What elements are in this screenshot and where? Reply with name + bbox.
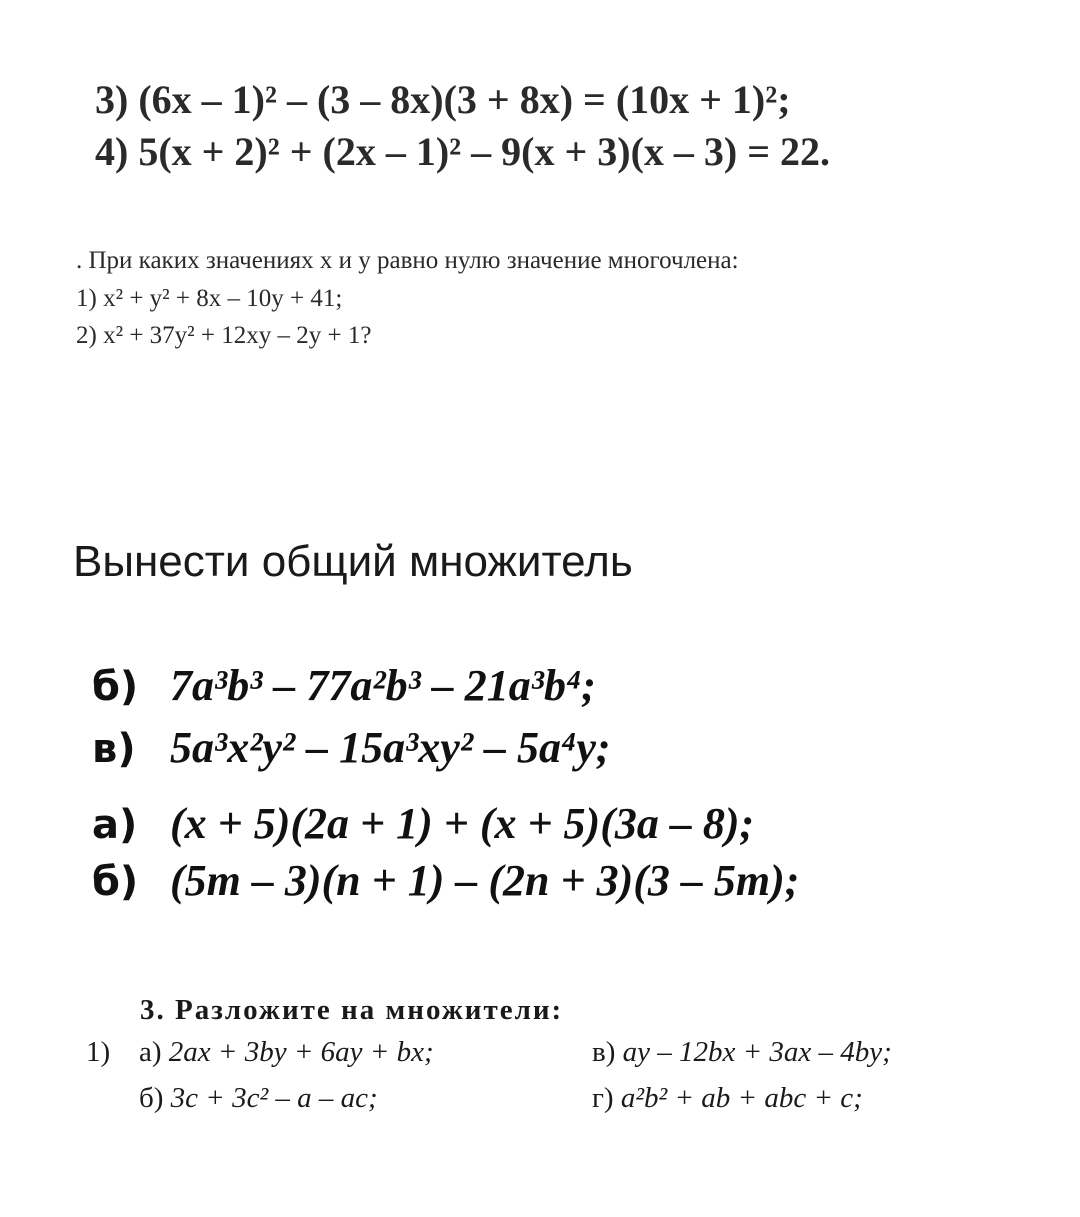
factor-row-1: [92, 660, 596, 711]
item-label: б): [139, 1082, 164, 1114]
polynomial-item-2: 2) x² + 37y² + 12xy – 2y + 1?: [76, 322, 372, 349]
row-expression: (x + 5)(2a + 1) + (x + 5)(3a – 8);: [170, 799, 755, 848]
exercise-item-g: [592, 1082, 863, 1115]
factor-row-3: [92, 798, 754, 849]
item-expression: ay – 12bx + 3ax – 4by;: [622, 1036, 892, 1068]
row-expression: (5m – 3)(n + 1) – (2n + 3)(3 – 5m);: [170, 856, 800, 905]
exercise-item-b: [139, 1082, 378, 1115]
row-label: в): [92, 726, 136, 772]
row-label: б): [92, 859, 139, 905]
polynomial-item-1: 1) x² + y² + 8x – 10y + 41;: [76, 285, 343, 312]
page-title: Вынести общий множитель: [73, 537, 633, 586]
row-label: б): [92, 664, 139, 710]
exercise-row-number: 1): [86, 1036, 111, 1068]
exercise-title-text: 3. Разложите на множители:: [140, 994, 564, 1026]
exercise-item-a: [139, 1036, 434, 1069]
item-label: в): [592, 1036, 616, 1068]
item-label: г): [592, 1082, 614, 1114]
item-label: а): [139, 1036, 162, 1068]
exercise-item-v: [592, 1036, 892, 1069]
row-expression: 5a³x²y² – 15a³xy² – 5a⁴y;: [170, 723, 611, 772]
equation-3: 3) (6x – 1)² – (3 – 8x)(3 + 8x) = (10x + 1)²;: [95, 77, 791, 122]
row-expression: 7a³b³ – 77a²b³ – 21a³b⁴;: [170, 661, 596, 710]
factor-row-4: [92, 855, 799, 906]
item-expression: 3c + 3c² – a – ac;: [170, 1082, 378, 1114]
equation-4: 4) 5(x + 2)² + (2x – 1)² – 9(x + 3)(x – 3) = 22.: [95, 129, 831, 174]
item-expression: 2ax + 3by + 6ay + bx;: [168, 1036, 434, 1068]
polynomial-question: . При каких значениях x и y равно нулю значение многочлена:: [76, 247, 739, 274]
item-expression: a²b² + ab + abc + c;: [620, 1082, 863, 1114]
exercise-title: [140, 994, 563, 1027]
row-label: а): [92, 802, 138, 848]
factor-row-2: [92, 722, 611, 773]
